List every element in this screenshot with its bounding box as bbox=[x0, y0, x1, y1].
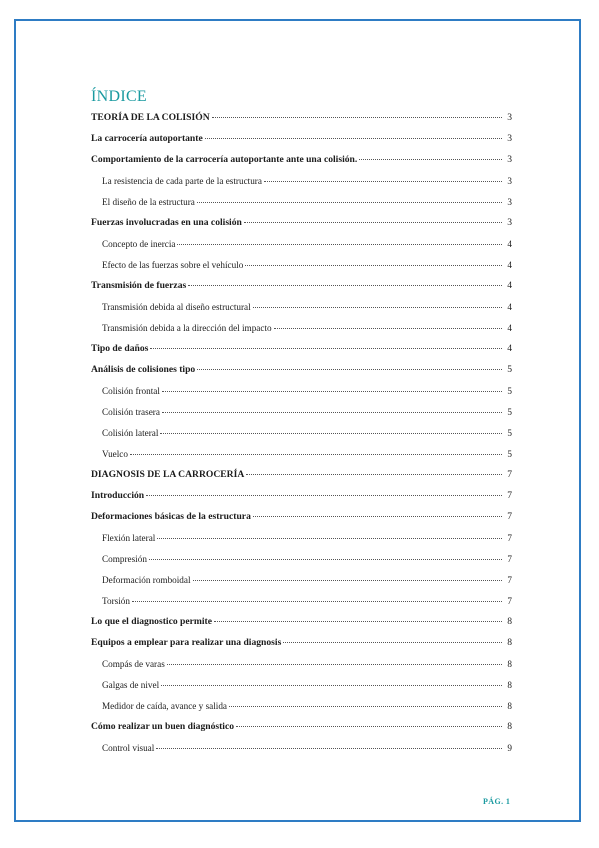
toc-entry-label: Efecto de las fuerzas sobre el vehículo bbox=[102, 260, 244, 270]
dot-leader bbox=[205, 138, 502, 139]
toc-entry-label: Colisión lateral bbox=[102, 428, 159, 438]
dot-leader bbox=[161, 685, 502, 686]
toc-entry-page-number: 7 bbox=[507, 575, 512, 585]
toc-entry-label: Medidor de caída, avance y salida bbox=[102, 701, 227, 711]
toc-entry-label: Torsión bbox=[102, 596, 130, 606]
toc-section-link[interactable] bbox=[91, 720, 512, 741]
toc-entry-page-number: 8 bbox=[507, 721, 512, 732]
dot-leader bbox=[160, 433, 502, 434]
toc-entry-page-number: 8 bbox=[507, 659, 512, 669]
toc-entry-page-number: 3 bbox=[507, 217, 512, 228]
dot-leader bbox=[156, 748, 502, 749]
toc-entry-page-number: 5 bbox=[507, 364, 512, 375]
toc-subsection-link[interactable] bbox=[91, 258, 512, 279]
toc-entry-label: Análisis de colisiones tipo bbox=[91, 364, 196, 375]
toc-entry-label: Compresión bbox=[102, 554, 147, 564]
toc-section-link[interactable] bbox=[91, 615, 512, 636]
dot-leader bbox=[177, 244, 502, 245]
dot-leader bbox=[244, 222, 502, 223]
page-title: ÍNDICE bbox=[91, 88, 148, 105]
toc-section-link[interactable] bbox=[91, 132, 512, 153]
toc-subsection-link[interactable] bbox=[91, 594, 512, 615]
toc-subsection-link[interactable] bbox=[91, 657, 512, 678]
toc-entry-label: El diseño de la estructura bbox=[102, 197, 195, 207]
table-of-contents bbox=[91, 111, 512, 762]
toc-entry-label: Control visual bbox=[102, 743, 155, 753]
toc-entry-page-number: 4 bbox=[507, 280, 512, 291]
dot-leader bbox=[149, 559, 502, 560]
toc-entry-page-number: 4 bbox=[507, 302, 512, 312]
toc-section-link[interactable] bbox=[91, 489, 512, 510]
toc-entry-page-number: 5 bbox=[507, 386, 512, 396]
toc-entry-label: Equipos a emplear para realizar una diagnosis bbox=[91, 637, 282, 648]
dot-leader bbox=[283, 642, 502, 643]
toc-subsection-link[interactable] bbox=[91, 552, 512, 573]
toc-section-link[interactable] bbox=[91, 342, 512, 363]
toc-entry-page-number: 7 bbox=[507, 554, 512, 564]
toc-entry-page-number: 7 bbox=[507, 596, 512, 606]
toc-entry-page-number: 5 bbox=[507, 407, 512, 417]
toc-entry-label: Galgas de nivel bbox=[102, 680, 160, 690]
toc-entry-label: DIAGNOSIS DE LA CARROCERÍA bbox=[91, 469, 245, 480]
toc-section-link[interactable] bbox=[91, 636, 512, 657]
dot-leader bbox=[246, 474, 502, 475]
toc-entry-label: Deformación romboidal bbox=[102, 575, 191, 585]
toc-entry-label: Flexión lateral bbox=[102, 533, 156, 543]
toc-entry-page-number: 9 bbox=[507, 743, 512, 753]
toc-entry-label: Deformaciones básicas de la estructura bbox=[91, 511, 251, 522]
dot-leader bbox=[162, 391, 502, 392]
toc-entry-page-number: 8 bbox=[507, 680, 512, 690]
page-number: PÁG. 1 bbox=[483, 797, 511, 806]
dot-leader bbox=[253, 516, 502, 517]
toc-entry-page-number: 4 bbox=[507, 239, 512, 249]
toc-entry-label: Cómo realizar un buen diagnóstico bbox=[91, 721, 235, 732]
dot-leader bbox=[197, 369, 502, 370]
toc-entry-label: Fuerzas involucradas en una colisión bbox=[91, 217, 242, 228]
toc-entry-page-number: 7 bbox=[507, 511, 512, 522]
toc-entry-label: Comportamiento de la carrocería autoportante ante una colisión. bbox=[91, 154, 358, 165]
toc-entry-page-number: 7 bbox=[507, 469, 512, 480]
toc-subsection-link[interactable] bbox=[91, 447, 512, 468]
toc-subsection-link[interactable] bbox=[91, 573, 512, 594]
toc-entry-label: Lo que el diagnostico permite bbox=[91, 616, 212, 627]
toc-section-link[interactable] bbox=[91, 216, 512, 237]
toc-entry-page-number: 3 bbox=[507, 133, 512, 144]
dot-leader bbox=[157, 538, 502, 539]
toc-entry-label: Vuelco bbox=[102, 449, 128, 459]
toc-entry-label: Transmisión de fuerzas bbox=[91, 280, 187, 291]
toc-entry-page-number: 8 bbox=[507, 637, 512, 648]
toc-entry-page-number: 8 bbox=[507, 701, 512, 711]
toc-subsection-link[interactable] bbox=[91, 321, 512, 342]
toc-subsection-link[interactable] bbox=[91, 174, 512, 195]
toc-subsection-link[interactable] bbox=[91, 195, 512, 216]
dot-leader bbox=[146, 495, 502, 496]
toc-section-link[interactable] bbox=[91, 153, 512, 174]
toc-subsection-link[interactable] bbox=[91, 300, 512, 321]
dot-leader bbox=[150, 348, 502, 349]
dot-leader bbox=[193, 580, 502, 581]
toc-entry-page-number: 7 bbox=[507, 533, 512, 543]
dot-leader bbox=[167, 664, 502, 665]
toc-subsection-link[interactable] bbox=[91, 741, 512, 762]
toc-entry-page-number: 4 bbox=[507, 323, 512, 333]
dot-leader bbox=[264, 181, 502, 182]
dot-leader bbox=[214, 621, 502, 622]
toc-subsection-link[interactable] bbox=[91, 237, 512, 258]
toc-entry-page-number: 8 bbox=[507, 616, 512, 627]
dot-leader bbox=[236, 726, 502, 727]
toc-subsection-link[interactable] bbox=[91, 405, 512, 426]
toc-entry-label: Colisión frontal bbox=[102, 386, 160, 396]
dot-leader bbox=[162, 412, 502, 413]
toc-entry-page-number: 5 bbox=[507, 428, 512, 438]
toc-entry-label: Colisión trasera bbox=[102, 407, 160, 417]
dot-leader bbox=[130, 454, 502, 455]
toc-entry-label: TEORÍA DE LA COLISIÓN bbox=[91, 112, 210, 123]
toc-subsection-link[interactable] bbox=[91, 678, 512, 699]
toc-entry-page-number: 3 bbox=[507, 154, 512, 165]
dot-leader bbox=[359, 159, 502, 160]
toc-entry-label: Transmisión debida a la dirección del impacto bbox=[102, 323, 272, 333]
dot-leader bbox=[229, 706, 502, 707]
dot-leader bbox=[245, 265, 502, 266]
toc-section-link[interactable] bbox=[91, 468, 512, 489]
toc-entry-page-number: 3 bbox=[507, 112, 512, 123]
dot-leader bbox=[188, 285, 502, 286]
toc-entry-page-number: 4 bbox=[507, 343, 512, 354]
toc-section-link[interactable] bbox=[91, 111, 512, 132]
dot-leader bbox=[197, 202, 502, 203]
toc-entry-page-number: 7 bbox=[507, 490, 512, 501]
toc-section-link[interactable] bbox=[91, 363, 512, 384]
toc-entry-label: La carrocería autoportante bbox=[91, 133, 203, 144]
toc-entry-label: Compás de varas bbox=[102, 659, 165, 669]
toc-entry-page-number: 3 bbox=[507, 176, 512, 186]
dot-leader bbox=[253, 307, 502, 308]
toc-entry-label: Concepto de inercia bbox=[102, 239, 176, 249]
toc-subsection-link[interactable] bbox=[91, 384, 512, 405]
toc-entry-label: Transmisión debida al diseño estructural bbox=[102, 302, 251, 312]
toc-entry-page-number: 5 bbox=[507, 449, 512, 459]
toc-entry-page-number: 4 bbox=[507, 260, 512, 270]
toc-entry-label: Tipo de daños bbox=[91, 343, 149, 354]
toc-subsection-link[interactable] bbox=[91, 699, 512, 720]
toc-subsection-link[interactable] bbox=[91, 531, 512, 552]
dot-leader bbox=[274, 328, 502, 329]
toc-entry-label: Introducción bbox=[91, 490, 145, 501]
toc-entry-label: La resistencia de cada parte de la estructura bbox=[102, 176, 262, 186]
toc-section-link[interactable] bbox=[91, 510, 512, 531]
toc-subsection-link[interactable] bbox=[91, 426, 512, 447]
dot-leader bbox=[132, 601, 502, 602]
toc-section-link[interactable] bbox=[91, 279, 512, 300]
dot-leader bbox=[212, 117, 502, 118]
toc-entry-page-number: 3 bbox=[507, 197, 512, 207]
